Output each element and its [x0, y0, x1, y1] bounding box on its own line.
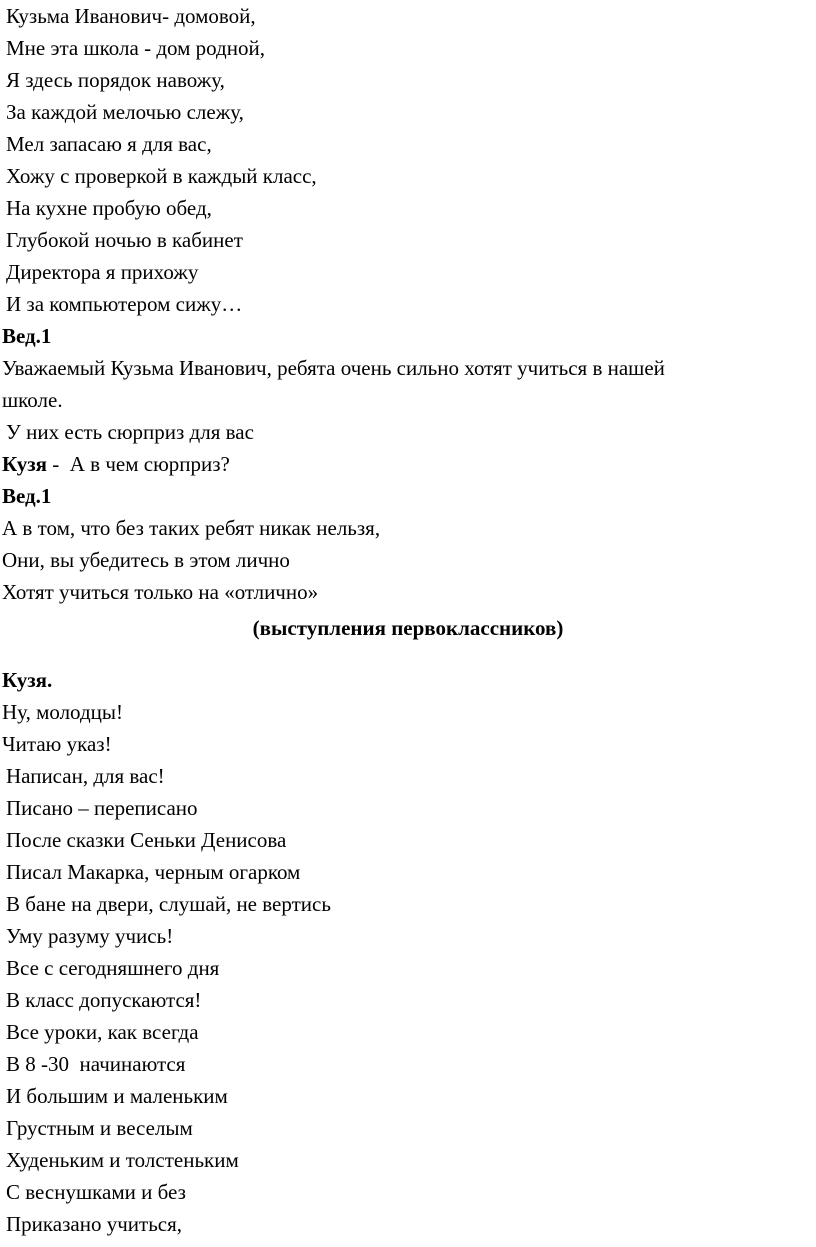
speech-text: А в чем сюрприз? — [64, 452, 230, 476]
speech-line: Худеньким и толстеньким — [6, 1148, 239, 1172]
speech-line: школе. — [2, 388, 63, 412]
poem-line: На кухне пробую обед, — [6, 196, 212, 220]
dialogue-line — [2, 451, 230, 477]
speaker-label: Вед.1 — [2, 484, 52, 508]
poem-line: Глубокой ночью в кабинет — [6, 228, 243, 252]
poem-line: Директора я прихожу — [6, 260, 199, 284]
speech-line: Все уроки, как всегда — [6, 1020, 199, 1044]
speech-line: В класс допускаются! — [6, 988, 202, 1012]
speech-line: Читаю указ! — [2, 732, 112, 756]
speaker-label: Кузя — [2, 452, 48, 476]
speaker-label: Вед.1 — [2, 324, 52, 348]
speech-line: Все с сегодняшнего дня — [6, 956, 220, 980]
dash: - — [47, 452, 65, 476]
speech-line: С веснушками и без — [6, 1180, 186, 1204]
poem-line: Мел запасаю я для вас, — [6, 132, 212, 156]
speech-line: После сказки Сеньки Денисова — [6, 828, 287, 852]
speech-line: Написан, для вас! — [6, 764, 165, 788]
speech-line: А в том, что без таких ребят никак нельзя, — [2, 516, 381, 540]
speech-line: Хотят учиться только на «отлично» — [2, 580, 319, 604]
poem-line: За каждой мелочью слежу, — [6, 100, 244, 124]
speech-line: Уму разуму учись! — [6, 924, 174, 948]
speech-line: Ну, молодцы! — [2, 700, 123, 724]
speech-line: И большим и маленьким — [6, 1084, 228, 1108]
speaker-label: Кузя. — [2, 668, 53, 692]
poem-line: Хожу с проверкой в каждый класс, — [6, 164, 317, 188]
speech-line: Писал Макарка, черным огарком — [6, 860, 301, 884]
speech-line: Писано – переписано — [6, 796, 198, 820]
speech-line: В бане на двери, слушай, не вертись — [6, 892, 331, 916]
stage-direction: (выступления первоклассников) — [252, 616, 564, 640]
poem-line: Кузьма Иванович- домовой, — [6, 4, 256, 28]
poem-line: Мне эта школа - дом родной, — [6, 36, 265, 60]
speech-line: Уважаемый Кузьма Иванович, ребята очень сильно хотят учиться в нашей — [2, 356, 665, 380]
speech-line: Грустным и веселым — [6, 1116, 193, 1140]
speech-line: В 8 -30 начинаются — [6, 1052, 186, 1076]
speech-line: У них есть сюрприз для вас — [6, 420, 254, 444]
speech-line: Приказано учиться, — [6, 1212, 182, 1236]
poem-line: Я здесь порядок навожу, — [6, 68, 225, 92]
speech-line: Они, вы убедитесь в этом лично — [2, 548, 290, 572]
poem-line: И за компьютером сижу… — [6, 292, 243, 316]
